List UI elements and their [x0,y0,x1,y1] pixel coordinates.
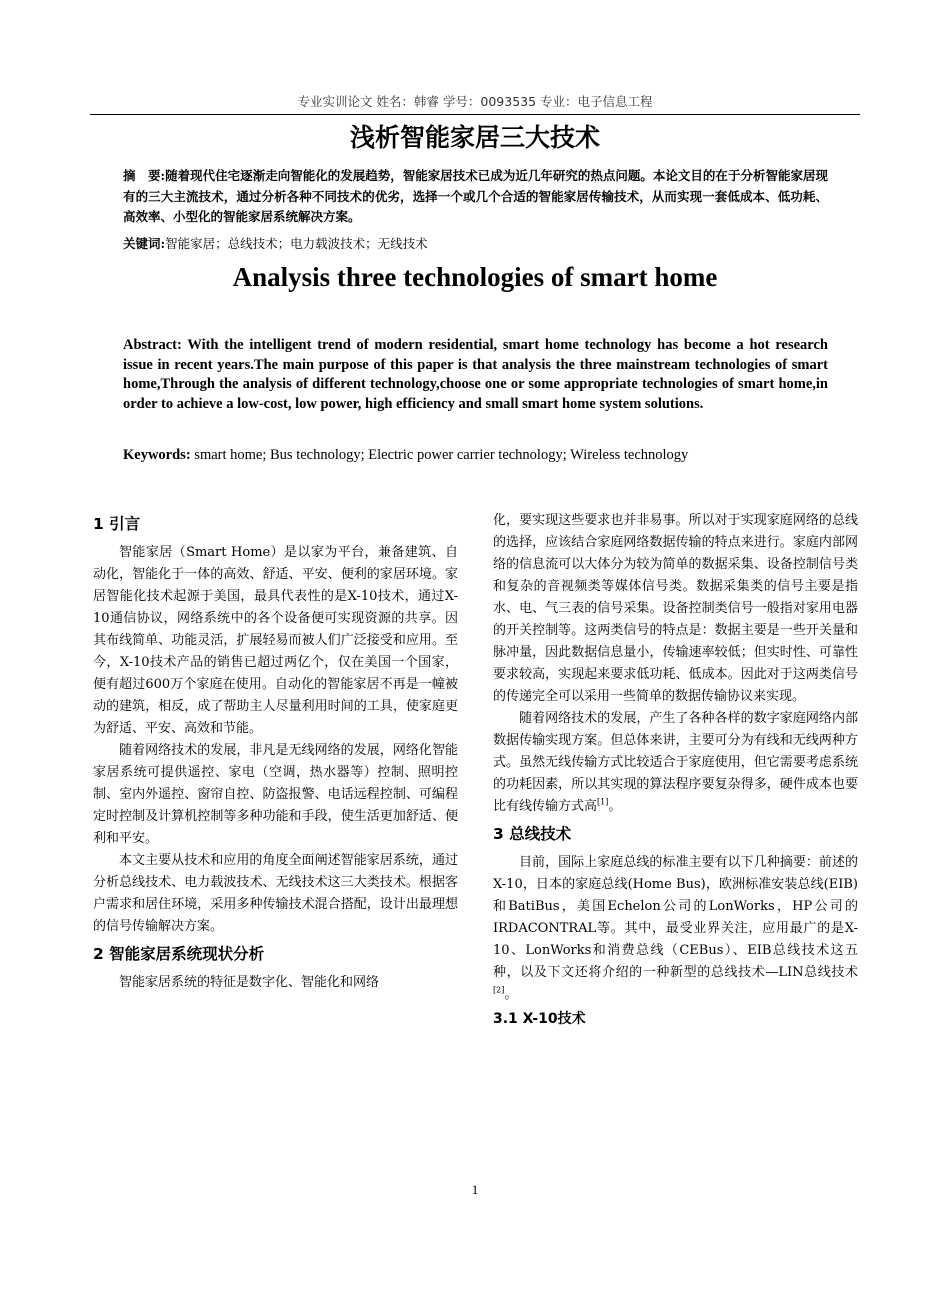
running-header: 专业实训论文 姓名：韩睿 学号：0093535 专业：电子信息工程 [297,94,653,109]
section-2-paragraph-1-continued: 化，要实现这些要求也并非易事。所以对于实现家庭网络的总线的选择，应该结合家庭网络数据传输的特点来进行。家庭内部网络的信息流可以大体分为较为简单的数据采集、设备控制信号类和复杂的音视频类等媒体信号类。数据采集类的信号主要是指水、电、气三表的信号采集。设备控制类信号一般指对家用电器的开关控制等。这两类信号的特点是：数据主要是一些开关量和脉冲量，因此数据信息量小，传输速率较低；但实时性、可靠性要求较高，实现起来要求低功耗、低成本。因此对于这两类信号的传递完全可以采用一些简单的数据传输协议来实现。 [493,513,858,704]
chinese-abstract-label: 摘 要: [123,168,166,183]
chinese-title: 浅析智能家居三大技术 [349,123,600,152]
page-number: 1 [471,1182,479,1197]
right-column [493,510,858,1030]
chinese-keywords-label: 关键词: [123,236,166,251]
section-2-heading: 2 智能家居系统现状分析 [93,945,265,963]
english-keywords-label: Keywords: [123,447,191,463]
citation-1: [1] [597,797,609,807]
citation-2: [2] [493,985,505,995]
section-3-paragraph-1 [493,852,858,1006]
chinese-keywords-text: 智能家居；总线技术；电力载波技术；无线技术 [165,236,428,251]
chinese-abstract-text: 随着现代住宅逐渐走向智能化的发展趋势，智能家居技术已成为近几年研究的热点问题。本论文目的在于分析智能家居现有的三大主流技术，通过分析各种不同技术的优劣，选择一个或几个合适的智能家居传输技术，从而实现一套低成本、低功耗、高效率、小型化的智能家居系统解决方案。 [123,168,828,224]
section-3-1-heading: 3.1 X-10技术 [493,1011,586,1027]
section-1-paragraph-2: 随着网络技术的发展，非凡是无线网络的发展，网络化智能家居系统可提供遥控、家电（空调，热水器等）控制、照明控制、室内外遥控、窗帘自控、防盗报警、电话远程控制、可编程定时控制及计算机控制等多种功能和手段，使生活更加舒适、便利和平安。 [93,743,458,846]
section-2-paragraph-2 [493,708,858,818]
section-2-paragraph-2-text: 随着网络技术的发展，产生了各种各样的数字家庭网络内部数据传输实现方案。但总体来讲，主要可分为有线和无线两种方式。虽然无线传输方式比较适合于家庭使用，但它需要考虑系统的功耗因素，所以其实现的算法程序要复杂得多，硬件成本也要比有线传输方式高 [493,711,858,814]
english-keywords [123,445,828,465]
chinese-keywords [123,234,828,254]
english-title: Analysis three technologies of smart home [232,262,718,292]
section-2-paragraph-1-start: 智能家居系统的特征是数字化、智能化和网络 [119,975,380,990]
section-1-paragraph-3: 本文主要从技术和应用的角度全面阐述智能家居系统，通过分析总线技术、电力载波技术、无线技术这三大类技术。根据客户需求和居住环境，采用多种传输技术混合搭配，设计出最理想的信号传输解决方案。 [93,853,458,934]
left-column [93,508,458,994]
section-3-paragraph-1-text: 目前，国际上家庭总线的标准主要有以下几种摘要：前述的X-10，日本的家庭总线(Home Bus)，欧洲标准安装总线(EIB)和BatiBus，美国Echelon公司的LonWorks，HP公司的IRDACONTRAL等。其中，最受业界关注，应用最广的是X-10、LonWorks和消费总线（CEBus）、EIB总线技术这五种，以及下文还将介绍的一种新型的总线技术—LIN总线技术 [493,855,858,980]
english-abstract-text: With the intelligent trend of modern residential, smart home technology has become a hot research issue in recent years.The main purpose of this paper is that analysis the three mainstream technologies of smart home,Through the analysis of different technology,choose one or some appropriate technologies of smart home,in order to achieve a low-cost, low power, high efficiency and small smart home system solutions. [123,337,828,412]
english-abstract [123,336,828,414]
english-keywords-text: smart home; Bus technology; Electric power carrier technology; Wireless technology [194,447,689,463]
header-rule [90,114,860,115]
english-abstract-label: Abstract: [123,337,182,353]
section-2-paragraph-2-end: 。 [608,799,622,814]
section-3-heading: 3 总线技术 [493,825,572,843]
chinese-abstract [123,166,828,228]
section-3-paragraph-1-end: 。 [504,987,518,1002]
section-1-heading: 1 引言 [93,515,141,533]
section-1-paragraph-1: 智能家居（Smart Home）是以家为平台，兼备建筑、自动化，智能化于一体的高效、舒适、平安、便利的家居环境。家居智能化技术起源于美国，最具代表性的是X-10技术，通过X-10通信协议，网络系统中的各个设备便可实现资源的共享。因其布线简单、功能灵活，扩展轻易而被人们广泛接受和应用。至今，X-10技术产品的销售已超过两亿个，仅在美国一个国家，便有超过600万个家庭在使用。自动化的智能家居不再是一幢被动的建筑，相反，成了帮助主人尽量利用时间的工具，使家庭更为舒适、平安、高效和节能。 [93,545,458,736]
